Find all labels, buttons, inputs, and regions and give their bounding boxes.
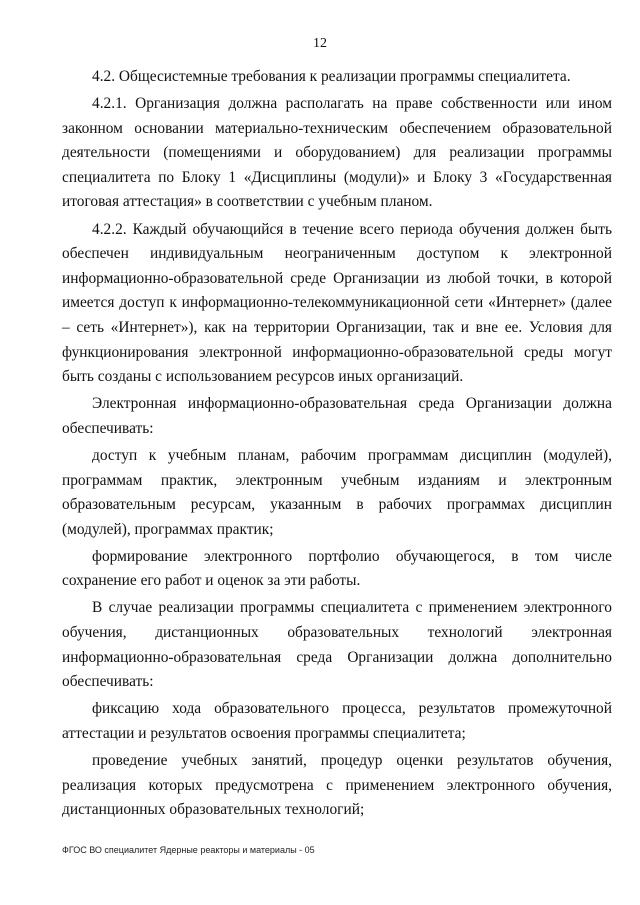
document-body bbox=[62, 65, 612, 825]
list-item-access: доступ к учебным планам, рабочим программам дисциплин (модулей), программам практик, электронным учебным изданиям и электронным образовательным ресурсам, указанным в рабочих программах дисциплин (модулей), программах практик; bbox=[62, 446, 612, 538]
list-item-portfolio: формирование электронного портфолио обучающегося, в том числе сохранение его работ и оценок за эти работы. bbox=[62, 547, 612, 590]
paragraph-4-2-1: 4.2.1. Организация должна располагать на праве собственности или ином законном основании материально-техническим обеспечением образовательной деятельности (помещениями и оборудованием) для реализации программы специалитета по Блоку 1 «Дисциплины (модули)» и Блоку 3 «Государственная итоговая аттестация» в соответствии с учебным планом. bbox=[62, 95, 612, 211]
paragraph-eios-intro: Электронная информационно-образовательная среда Организации должна обеспечивать: bbox=[62, 395, 612, 437]
paragraph-distance-learning: В случае реализации программы специалитета с применением электронного обучения, дистанционных образовательных технологий электронная информационно-образовательная среда Организации должна дополнительно обеспечивать: bbox=[62, 599, 612, 691]
section-heading-4-2: 4.2. Общесистемные требования к реализации программы специалитета. bbox=[92, 68, 571, 85]
list-item-conducting: проведение учебных занятий, процедур оценки результатов обучения, реализация которых предусмотрена с применением электронного обучения, дистанционных образовательных технологий; bbox=[62, 752, 612, 819]
paragraph-4-2-2: 4.2.2. Каждый обучающийся в течение всего периода обучения должен быть обеспечен индивидуальным неограниченным доступом к электронной информационно-образовательной среде Организации из любой точки, в которой имеется доступ к информационно-телекоммуникационной сети «Интернет» (далее – сеть «Интернет»), как на территории Организации, так и вне ее. Условия для функционирования электронной информационно-образовательной среды могут быть созданы с использованием ресурсов иных организаций. bbox=[62, 220, 612, 386]
list-item-recording: фиксацию хода образовательного процесса, результатов промежуточной аттестации и результатов освоения программы специалитета; bbox=[62, 700, 612, 742]
document-footer: ФГОС ВО специалитет Ядерные реакторы и материалы - 05 bbox=[62, 845, 315, 855]
page-number: 12 bbox=[313, 36, 327, 51]
